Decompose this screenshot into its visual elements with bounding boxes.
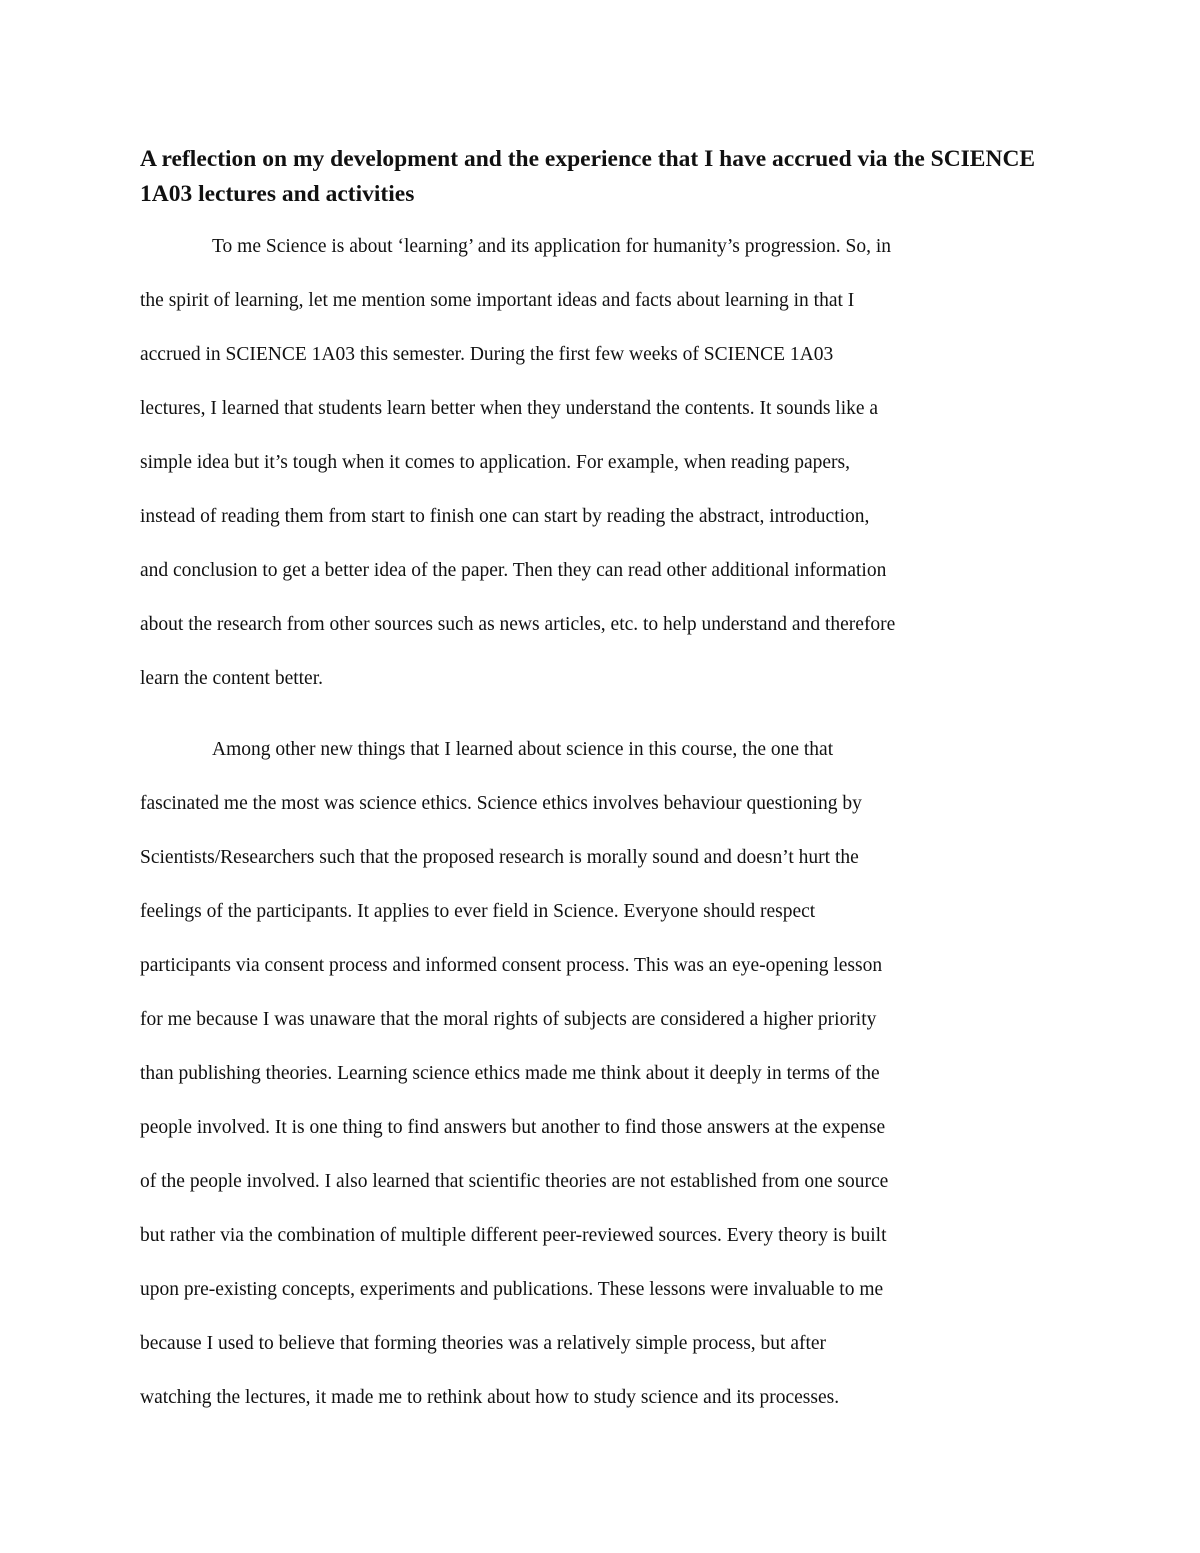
paragraph-1-line-5: simple idea but it’s tough when it comes to application. For example, when reading papers, xyxy=(140,452,850,473)
paragraph-1-line-3: accrued in SCIENCE 1A03 this semester. During the first few weeks of SCIENCE 1A03 xyxy=(140,344,834,365)
paragraph-2-line-8: people involved. It is one thing to find answers but another to find those answers at the expense xyxy=(140,1117,886,1138)
paragraph-1-line-4: lectures, I learned that students learn better when they understand the contents. It sounds like a xyxy=(140,398,879,419)
paragraph-2-line-7: than publishing theories. Learning science ethics made me think about it deeply in terms of the xyxy=(140,1063,880,1084)
paragraph-2-line-5: participants via consent process and informed consent process. This was an eye-opening lesson xyxy=(140,955,883,976)
document-title: A reflection on my development and the experience that I have accrued via the SCIENCE 1A03 lectures and activities xyxy=(140,146,1036,207)
paragraph-2-line-3: Scientists/Researchers such that the proposed research is morally sound and doesn’t hurt the xyxy=(140,847,859,868)
paragraph-1-line-9: learn the content better. xyxy=(140,668,324,689)
paragraph-1-line-2: the spirit of learning, let me mention some important ideas and facts about learning in that I xyxy=(140,290,855,311)
paragraph-2-line-11: upon pre-existing concepts, experiments and publications. These lessons were invaluable to me xyxy=(140,1279,884,1300)
paragraph-2-line-12: because I used to believe that forming theories was a relatively simple process, but after xyxy=(140,1333,827,1354)
paragraph-2-line-9: of the people involved. I also learned that scientific theories are not established from one source xyxy=(140,1171,889,1192)
paragraph-2-line-6: for me because I was unaware that the moral rights of subjects are considered a higher priority xyxy=(140,1009,877,1030)
paragraph-1-line-6: instead of reading them from start to finish one can start by reading the abstract, introduction, xyxy=(140,506,870,527)
paragraph-2-line-10: but rather via the combination of multiple different peer-reviewed sources. Every theory is built xyxy=(140,1225,887,1246)
paragraph-2-line-2: fascinated me the most was science ethics. Science ethics involves behaviour questioning by xyxy=(140,793,862,814)
paragraph-1-line-1: To me Science is about ‘learning’ and its application for humanity’s progression. So, in xyxy=(212,236,892,257)
paragraph-2-line-4: feelings of the participants. It applies to ever field in Science. Everyone should respect xyxy=(140,901,816,922)
paragraph-1-line-7: and conclusion to get a better idea of the paper. Then they can read other additional information xyxy=(140,560,887,581)
paragraph-2-line-1: Among other new things that I learned about science in this course, the one that xyxy=(212,739,834,760)
paragraph-2-line-13: watching the lectures, it made me to rethink about how to study science and its processes. xyxy=(140,1387,840,1408)
paragraph-1-line-8: about the research from other sources such as news articles, etc. to help understand and therefore xyxy=(140,614,896,635)
